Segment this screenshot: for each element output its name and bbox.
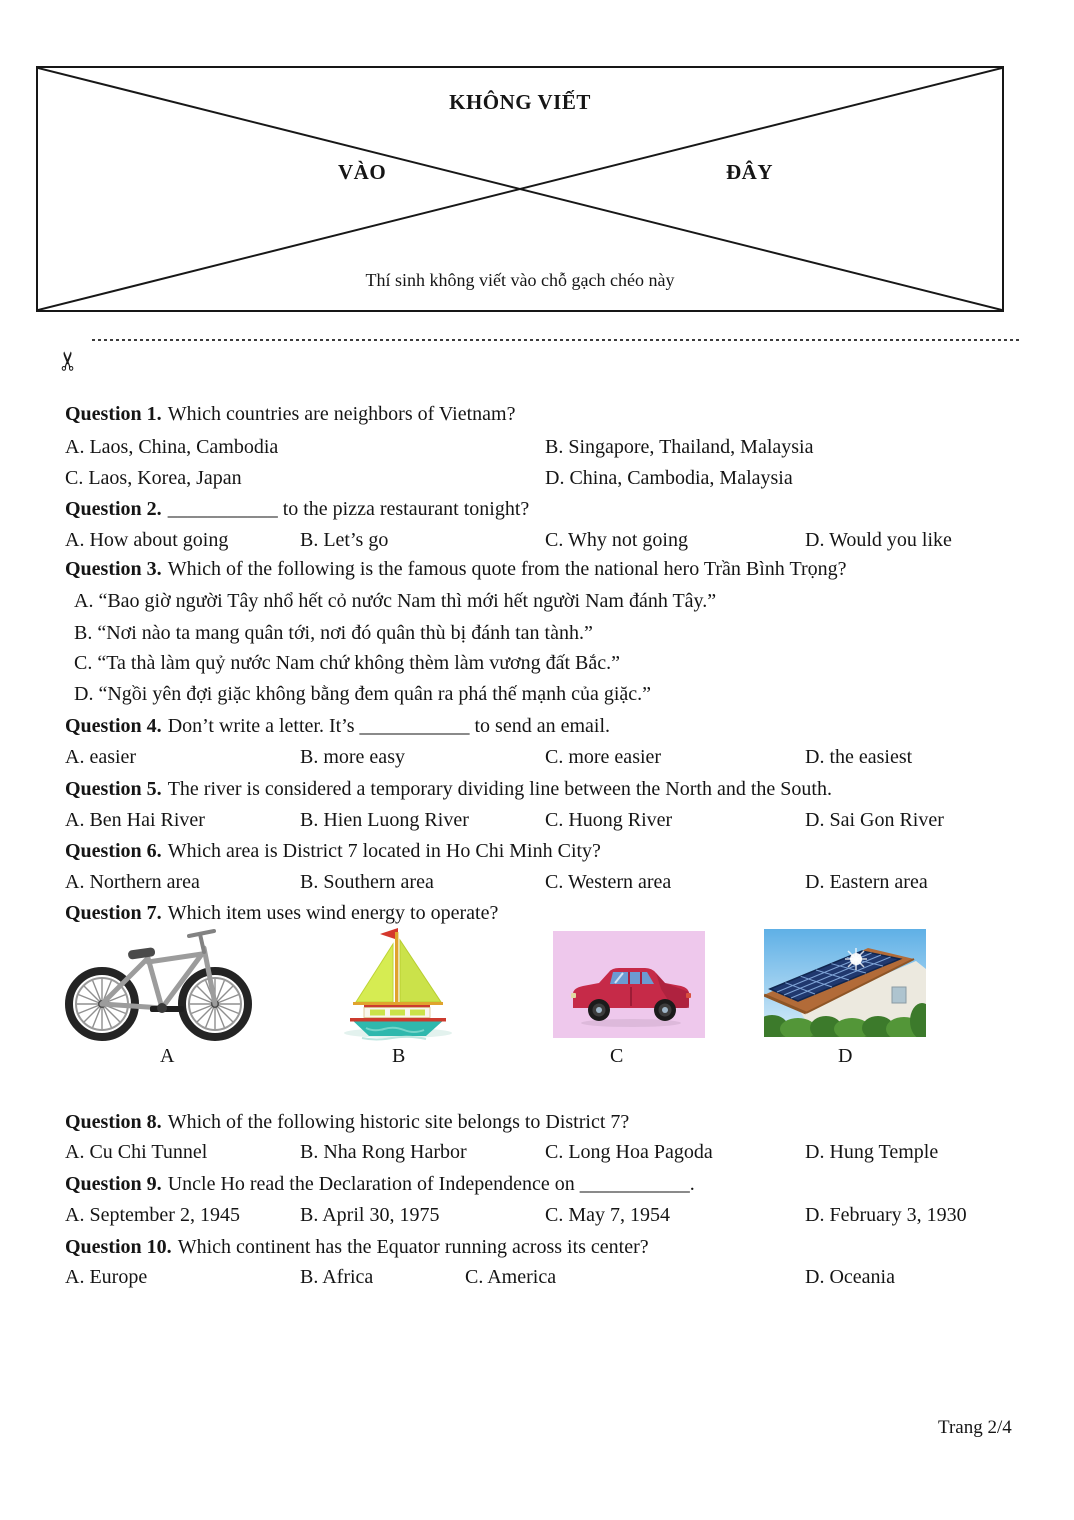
question-10-label: Question 10. [65,1236,172,1258]
question-10-options-row [0,1265,1074,1289]
question-9 [65,1172,695,1196]
sailboat-image [336,920,460,1047]
option: D. Eastern area [805,871,928,893]
question-8 [65,1110,629,1134]
page-number: Trang 2/4 [938,1417,1012,1438]
question-10-text: Which continent has the Equator running across its center? [177,1236,649,1258]
question-8-text: Which of the following historic site belongs to District 7? [167,1111,630,1133]
notice-bottom-text: Thí sinh không viết vào chỗ gạch chéo này [365,270,675,290]
option: A. Cu Chi Tunnel [65,1141,208,1163]
question-8-label: Question 8. [65,1111,162,1133]
option: B. more easy [300,746,405,768]
question-7-text: Which item uses wind energy to operate? [167,902,499,924]
option: C. May 7, 1954 [545,1204,670,1226]
question-4-text: Don’t write a letter. It’s ___________ to send an email. [167,715,611,737]
question-4-options-row [0,745,1074,769]
option: D. the easiest [805,746,913,768]
question-6-label: Question 6. [65,840,162,862]
question-2-options-row [0,528,1074,552]
notice-left-text: VÀO [338,160,387,184]
question-2-label: Question 2. [65,498,162,520]
option: B. Hien Luong River [300,809,469,831]
option: B. Africa [300,1266,374,1288]
option: A. September 2, 1945 [65,1204,240,1226]
option: B. April 30, 1975 [300,1204,440,1226]
notice-right-text: ĐÂY [726,160,773,184]
question-1-label: Question 1. [65,403,162,425]
question-5-options-row [0,808,1074,832]
question-3 [65,557,847,581]
question-3-option-d: D. “Ngồi yên đợi giặc không bằng đem quân ra phá thế mạnh của giặc.” [74,683,652,705]
option: C. Western area [545,871,672,893]
question-2-text: ___________ to the pizza restaurant tonight? [167,498,530,520]
question-2 [65,497,529,521]
option: A. Laos, China, Cambodia [65,436,279,458]
question-3-option-c: C. “Ta thà làm quỷ nước Nam chứ không thèm làm vương đất Bắc.” [74,652,621,674]
option: B. Let’s go [300,529,389,551]
question-8-options-row [0,1140,1074,1164]
figure-label-c: C [610,1045,624,1067]
option: B. Singapore, Thailand, Malaysia [545,436,814,458]
question-4 [65,714,610,738]
option: D. Would you like [805,529,952,551]
option: C. Long Hoa Pagoda [545,1141,713,1163]
option: A. easier [65,746,137,768]
question-5-text: The river is considered a temporary dividing line between the North and the South. [167,778,832,800]
cut-dashed-line [92,339,1022,341]
option: A. How about going [65,529,229,551]
question-4-label: Question 4. [65,715,162,737]
question-3-option-a: A. “Bao giờ người Tây nhổ hết cỏ nước Nam thì mới hết người Nam đánh Tây.” [74,590,717,612]
question-9-options-row [0,1203,1074,1227]
option: A. Europe [65,1266,148,1288]
question-7-label: Question 7. [65,902,162,924]
option: D. Sai Gon River [805,809,944,831]
option: B. Nha Rong Harbor [300,1141,467,1163]
question-6-options-row [0,870,1074,894]
option: C. America [465,1266,557,1288]
option: A. Ben Hai River [65,809,205,831]
option: D. Oceania [805,1266,895,1288]
option: C. Why not going [545,529,688,551]
question-1 [65,402,515,426]
question-5 [65,777,832,801]
option: A. Northern area [65,871,200,893]
question-9-label: Question 9. [65,1173,162,1195]
question-10 [65,1235,649,1259]
bicycle-image [62,926,254,1047]
car-image [553,931,705,1043]
question-3-label: Question 3. [65,558,162,580]
question-9-text: Uncle Ho read the Declaration of Independence on ___________. [167,1173,695,1195]
question-1-text: Which countries are neighbors of Vietnam? [167,403,516,425]
option: D. China, Cambodia, Malaysia [545,467,793,489]
question-6 [65,839,601,863]
option: C. Laos, Korea, Japan [65,467,242,489]
option: D. February 3, 1930 [805,1204,967,1226]
option: D. Hung Temple [805,1141,939,1163]
question-1-options-row-2 [0,466,1074,490]
figure-label-b: B [392,1045,406,1067]
solar-panels-image [764,929,926,1042]
question-3-text: Which of the following is the famous quote from the national hero Trần Bình Trọng? [167,558,847,580]
option: C. more easier [545,746,662,768]
figure-label-d: D [838,1045,853,1067]
question-6-text: Which area is District 7 located in Ho Chi Minh City? [167,840,601,862]
question-1-options-row-1 [0,435,1074,459]
do-not-write-box [36,66,1004,312]
question-5-label: Question 5. [65,778,162,800]
figure-label-a: A [160,1045,175,1067]
scissors-icon: ✂ [53,350,83,372]
notice-top-text: KHÔNG VIẾT [449,90,591,114]
option: C. Huong River [545,809,673,831]
option: B. Southern area [300,871,434,893]
question-3-option-b: B. “Nơi nào ta mang quân tới, nơi đó quân thù bị đánh tan tành.” [74,622,593,644]
